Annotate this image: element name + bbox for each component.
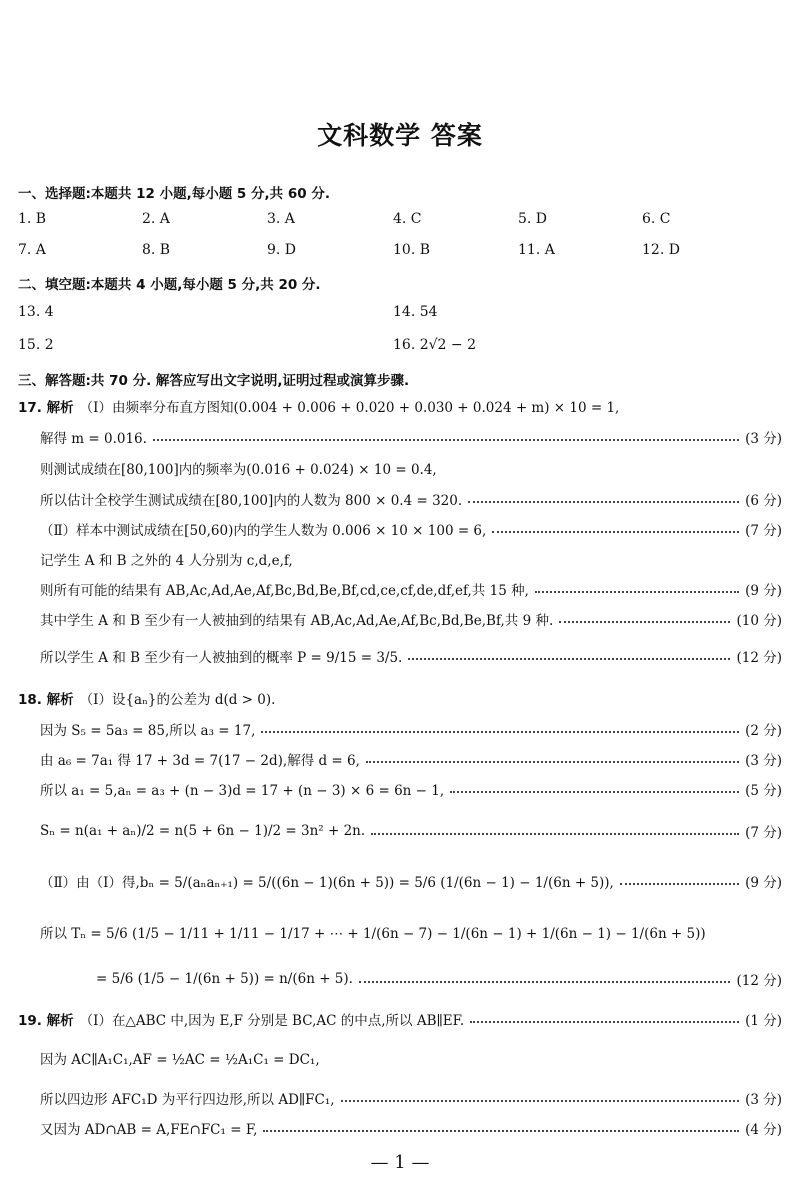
answer-item: 10. B [393,242,431,258]
answer-item: 3. A [267,211,295,227]
solution-line: = 5/6 (1/5 − 1/(6n + 5)) = n/(6n + 5). (12 分) [96,971,782,989]
solution-line: Sₙ = n(a₁ + aₙ)/2 = n(5 + 6n − 1)/2 = 3n² + 2n. (7 分) [40,823,782,841]
answer-item: 5. D [518,211,548,227]
answer-item: 12. D [642,242,680,258]
question-label: 18. 解析 [18,692,74,708]
solution-line: 因为 S₅ = 5a₃ = 85,所以 a₃ = 17, (2 分) [40,718,782,740]
page-title: 文科数学 答案 [317,121,483,150]
leader-dots [261,731,739,733]
solution-line: 又因为 AD∩AB = A,FE∩FC₁ = F, (4 分) [40,1117,782,1139]
leader-dots [559,621,730,623]
solution-line: 所以学生 A 和 B 至少有一人被抽到的概率 P = 9/15 = 3/5. (12 分) [40,645,782,667]
score: (10 分) [736,613,782,629]
solution-line: 所以四边形 AFC₁D 为平行四边形,所以 AD∥FC₁, (3 分) [40,1087,782,1109]
leader-dots [153,439,739,441]
solution-line: 则测试成绩在[80,100]内的频率为(0.016 + 0.024) × 10 = 0.4, [40,462,437,478]
solution-line: 所以 a₁ = 5,aₙ = a₃ + (n − 3)d = 17 + (n − 3) × 6 = 6n − 1, (5 分) [40,778,782,800]
solution-line: 18. 解析 （Ⅰ）设{aₙ}的公差为 d(d > 0). [18,687,782,709]
score: (9 分) [745,875,782,891]
solution-line: 因为 AC∥A₁C₁,AF = ½AC = ½A₁C₁ = DC₁, [40,1052,320,1068]
solution-line: （Ⅱ）由（Ⅰ）得,bₙ = 5/(aₙaₙ₊₁) = 5/((6n − 1)(6n + 5)) = 5/6 (1/(6n − 1) − 1/(6n + 5)), (9 分) [40,870,782,892]
leader-dots [341,1100,740,1102]
score: (3 分) [745,431,782,447]
score: (3 分) [745,753,782,769]
answer-item: 13. 4 [18,304,54,320]
answer-item: 8. B [142,242,171,258]
answer-item: 16. 2√2 − 2 [393,337,476,353]
score: (5 分) [745,783,782,799]
solution-line: 所以 Tₙ = 5/6 (1/5 − 1/11 + 1/11 − 1/17 + ⋯ + 1/(6n − 7) − 1/(6n − 1) + 1/(6n − 1) − 1/(6n + 5)) [40,926,706,942]
score: (9 分) [745,583,782,599]
leader-dots [359,981,731,983]
answer-item: 4. C [393,211,422,227]
leader-dots [450,791,739,793]
solution-line: （Ⅱ）样本中测试成绩在[50,60)内的学生人数为 0.006 × 10 × 100 = 6, (7 分) [40,518,782,540]
question-label: 17. 解析 [18,400,74,416]
leader-dots [470,1021,739,1023]
solution-line: 解得 m = 0.016. (3 分) [40,426,782,448]
answer-item: 7. A [18,242,46,258]
score: (6 分) [745,493,782,509]
solution-line: 记学生 A 和 B 之外的 4 人分别为 c,d,e,f, [40,553,293,569]
solution-line: 由 a₆ = 7a₁ 得 17 + 3d = 7(17 − 2d),解得 d = 6, (3 分) [40,748,782,770]
leader-dots [492,531,739,533]
answer-item: 9. D [267,242,297,258]
answer-item: 6. C [642,211,671,227]
answer-item: 2. A [142,211,170,227]
section-2-heading: 二、填空题:本题共 4 小题,每小题 5 分,共 20 分. [18,277,321,293]
score: (1 分) [745,1013,782,1029]
leader-dots [263,1130,739,1132]
section-3-heading: 三、解答题:共 70 分. 解答应写出文字说明,证明过程或演算步骤. [18,373,410,389]
score: (2 分) [745,723,782,739]
score: (4 分) [745,1122,782,1138]
solution-line: 17. 解析 （Ⅰ）由频率分布直方图知(0.004 + 0.006 + 0.020 + 0.030 + 0.024 + m) × 10 = 1, [18,395,782,417]
section-1-heading: 一、选择题:本题共 12 小题,每小题 5 分,共 60 分. [18,186,330,202]
answer-item: 11. A [518,242,555,258]
solution-line: 则所有可能的结果有 AB,Ac,Ad,Ae,Af,Bc,Bd,Be,Bf,cd,ce,cf,de,df,ef,共 15 种, (9 分) [40,578,782,600]
score: (7 分) [745,523,782,539]
answer-item: 14. 54 [393,304,438,320]
page-number: — 1 — [370,1152,430,1173]
leader-dots [408,658,730,660]
score: (3 分) [745,1092,782,1108]
score: (12 分) [736,650,782,666]
solution-line: 其中学生 A 和 B 至少有一人被抽到的结果有 AB,Ac,Ad,Ae,Af,Bc,Bd,Be,Bf,共 9 种. (10 分) [40,608,782,630]
answer-item: 15. 2 [18,337,54,353]
leader-dots [371,833,739,835]
leader-dots [366,761,739,763]
leader-dots [620,883,739,885]
question-label: 19. 解析 [18,1013,74,1029]
score: (7 分) [745,825,782,841]
leader-dots [468,501,739,503]
solution-line: 所以估计全校学生测试成绩在[80,100]内的人数为 800 × 0.4 = 320. (6 分) [40,488,782,510]
answer-item: 1. B [18,211,47,227]
score: (12 分) [736,973,782,989]
solution-line: 19. 解析 （Ⅰ）在△ABC 中,因为 E,F 分别是 BC,AC 的中点,所以 AB∥EF. (1 分) [18,1008,782,1030]
leader-dots [535,591,739,593]
